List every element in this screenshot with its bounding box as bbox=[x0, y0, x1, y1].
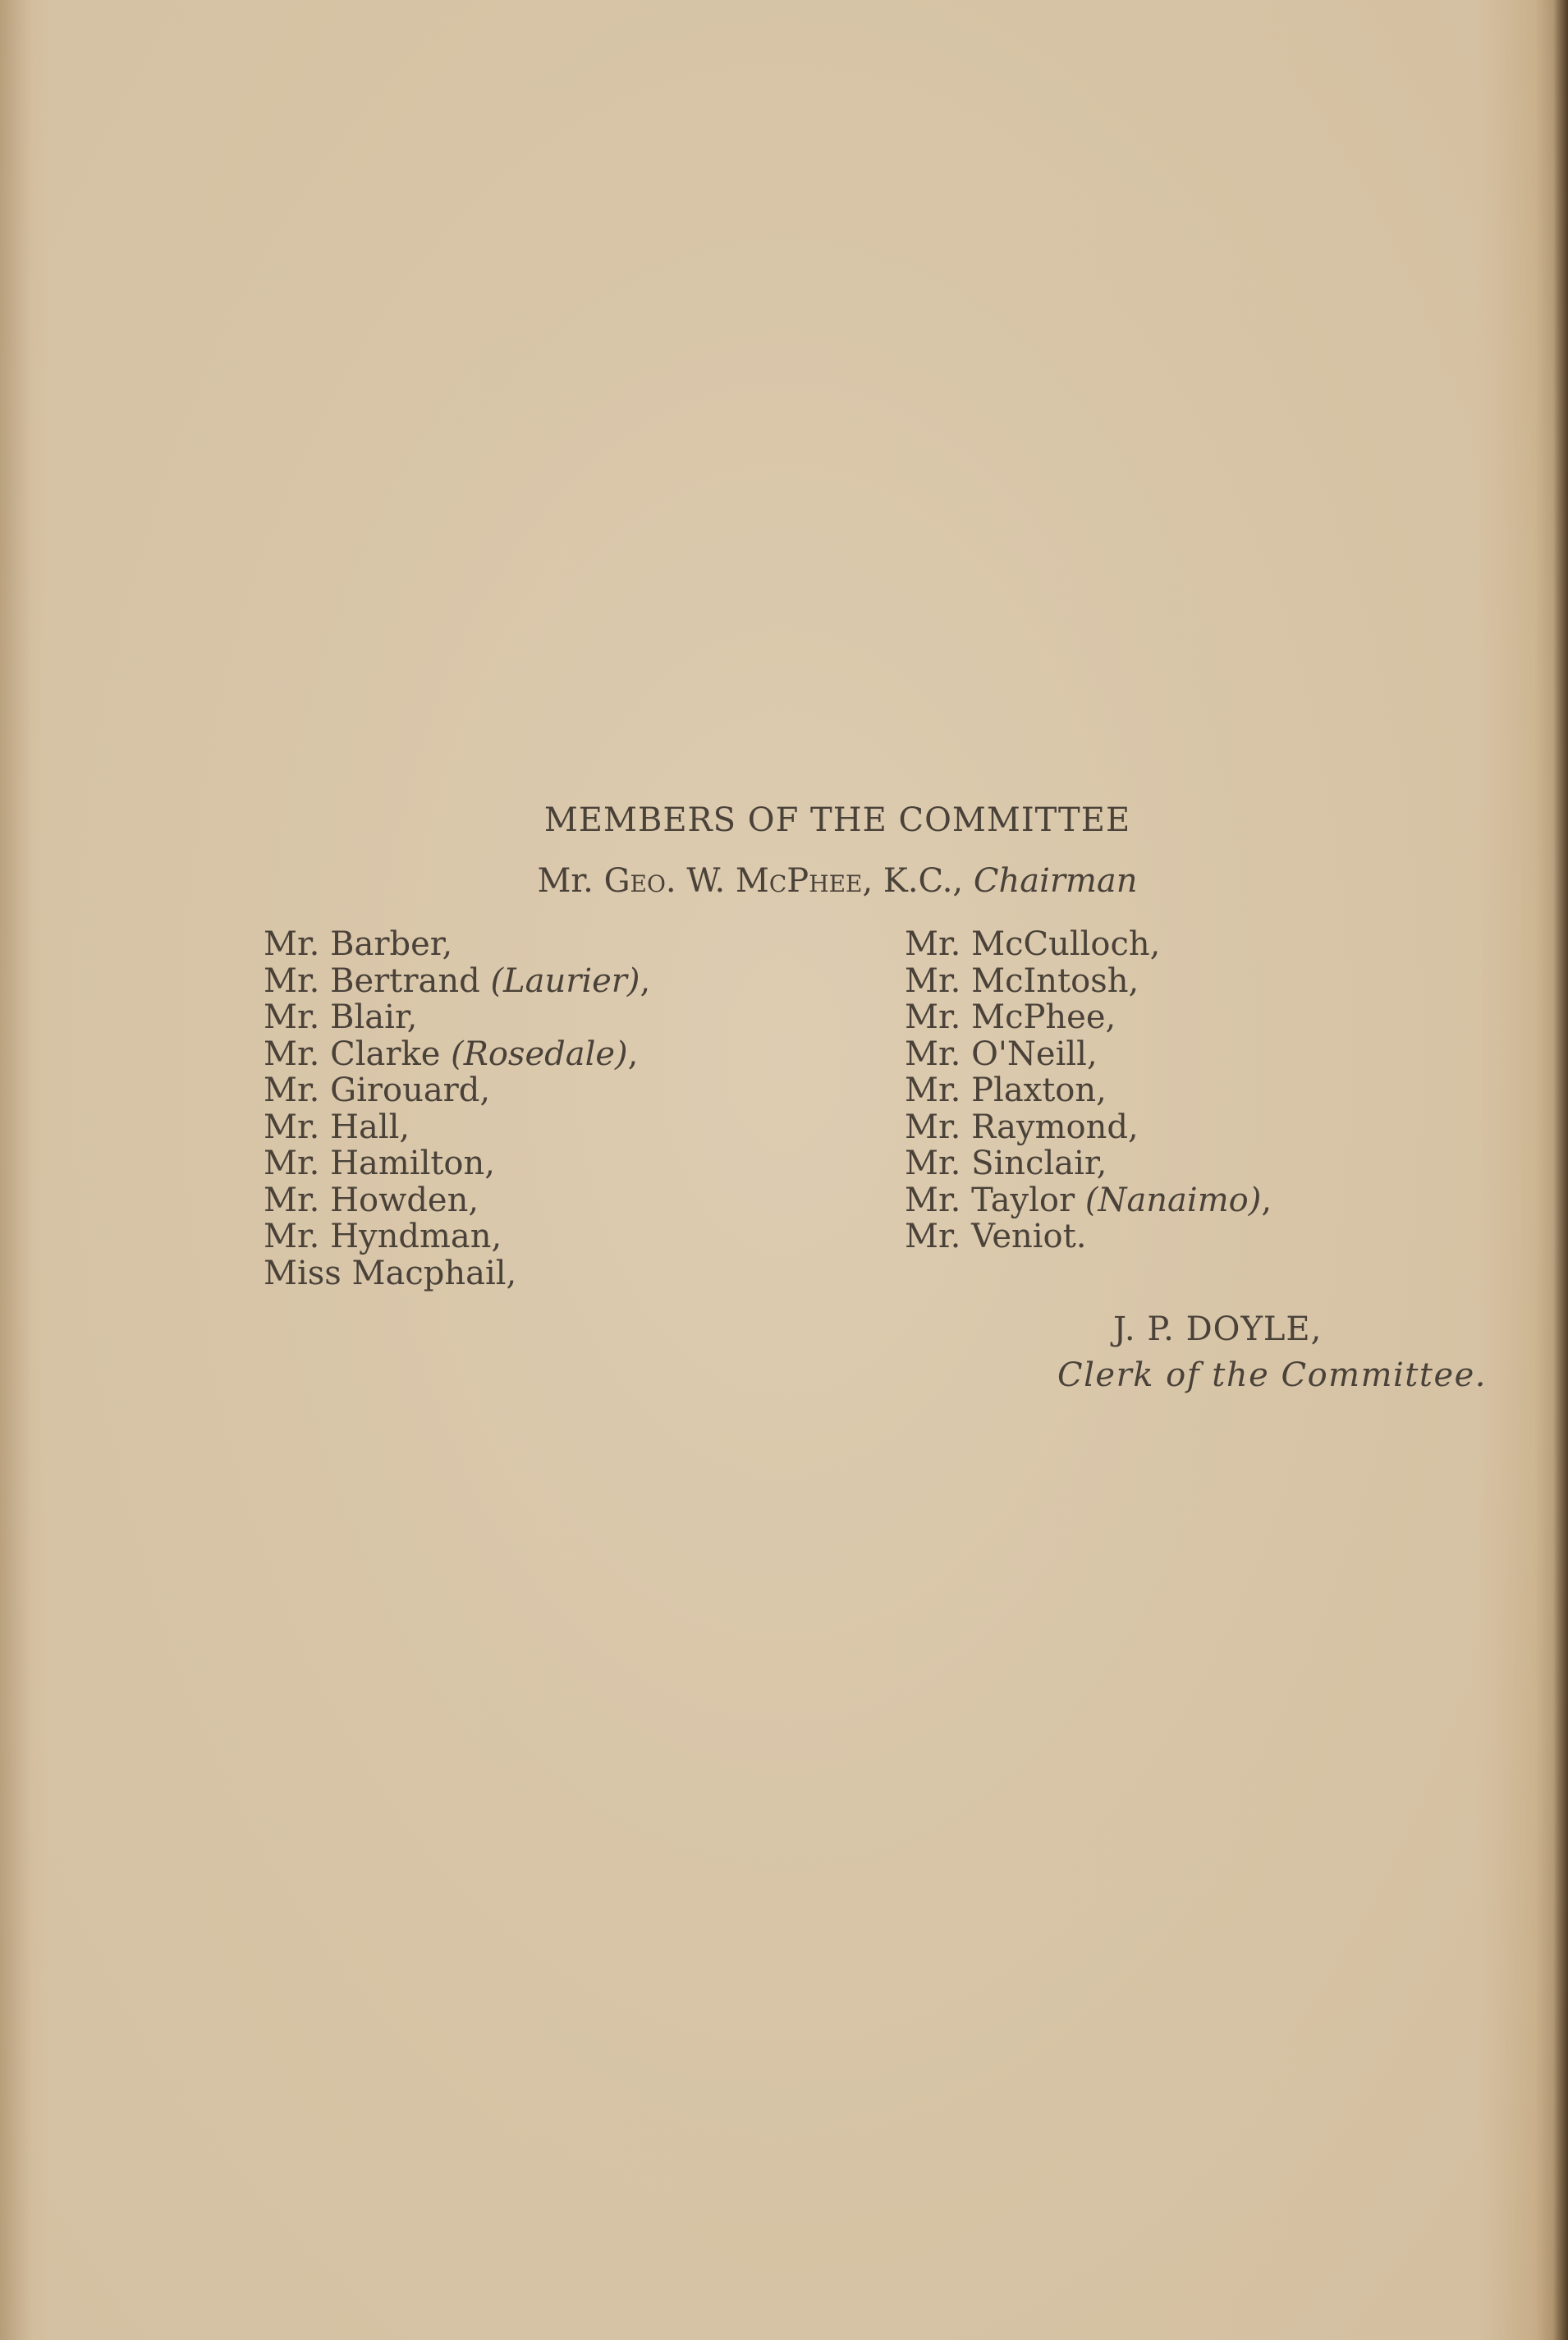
member-entry: Mr. Raymond, bbox=[905, 1108, 1139, 1146]
member-entry: Mr. O'Neill, bbox=[905, 1035, 1098, 1073]
member-entry: Mr. Clarke (Rosedale), bbox=[264, 1035, 639, 1073]
member-entry: Mr. Plaxton, bbox=[905, 1071, 1107, 1109]
member-entry: Mr. McCulloch, bbox=[905, 925, 1161, 963]
member-entry: Mr. Howden, bbox=[264, 1181, 479, 1219]
chairman-name: Geo. W. McPhee bbox=[603, 862, 863, 900]
member-entry: Mr. Hyndman, bbox=[264, 1218, 502, 1255]
member-entry: Mr. Blair, bbox=[264, 998, 418, 1036]
member-entry: Mr. Taylor (Nanaimo), bbox=[905, 1181, 1272, 1219]
clerk-title: Clerk of the Committee. bbox=[1057, 1356, 1488, 1394]
chairman-line bbox=[0, 862, 1568, 900]
member-entry: Mr. Sinclair, bbox=[905, 1145, 1107, 1182]
chairman-suffix: , K.C., bbox=[862, 862, 974, 900]
member-entry: Miss Macphail, bbox=[264, 1254, 517, 1292]
member-entry: Mr. Hamilton, bbox=[264, 1145, 495, 1182]
clerk-name: J. P. DOYLE, bbox=[1113, 1310, 1323, 1348]
members-list-left bbox=[264, 926, 650, 1292]
member-entry: Mr. Hall, bbox=[264, 1108, 410, 1146]
page-edge-shadow bbox=[1553, 0, 1568, 2340]
members-list-right bbox=[905, 926, 1272, 1255]
chairman-role: Chairman bbox=[973, 862, 1138, 900]
member-entry: Mr. Veniot. bbox=[905, 1218, 1087, 1255]
member-entry: Mr. McIntosh, bbox=[905, 961, 1139, 1000]
member-entry: Mr. Girouard, bbox=[264, 1071, 491, 1109]
member-entry: Mr. Barber, bbox=[264, 925, 453, 963]
member-entry: Mr. Bertrand (Laurier), bbox=[264, 961, 651, 1000]
page-binding-shadow bbox=[0, 0, 33, 2340]
member-entry: Mr. McPhee, bbox=[905, 998, 1116, 1036]
chairman-prefix: Mr. bbox=[537, 862, 604, 900]
committee-heading: MEMBERS OF THE COMMITTEE bbox=[543, 801, 1131, 839]
